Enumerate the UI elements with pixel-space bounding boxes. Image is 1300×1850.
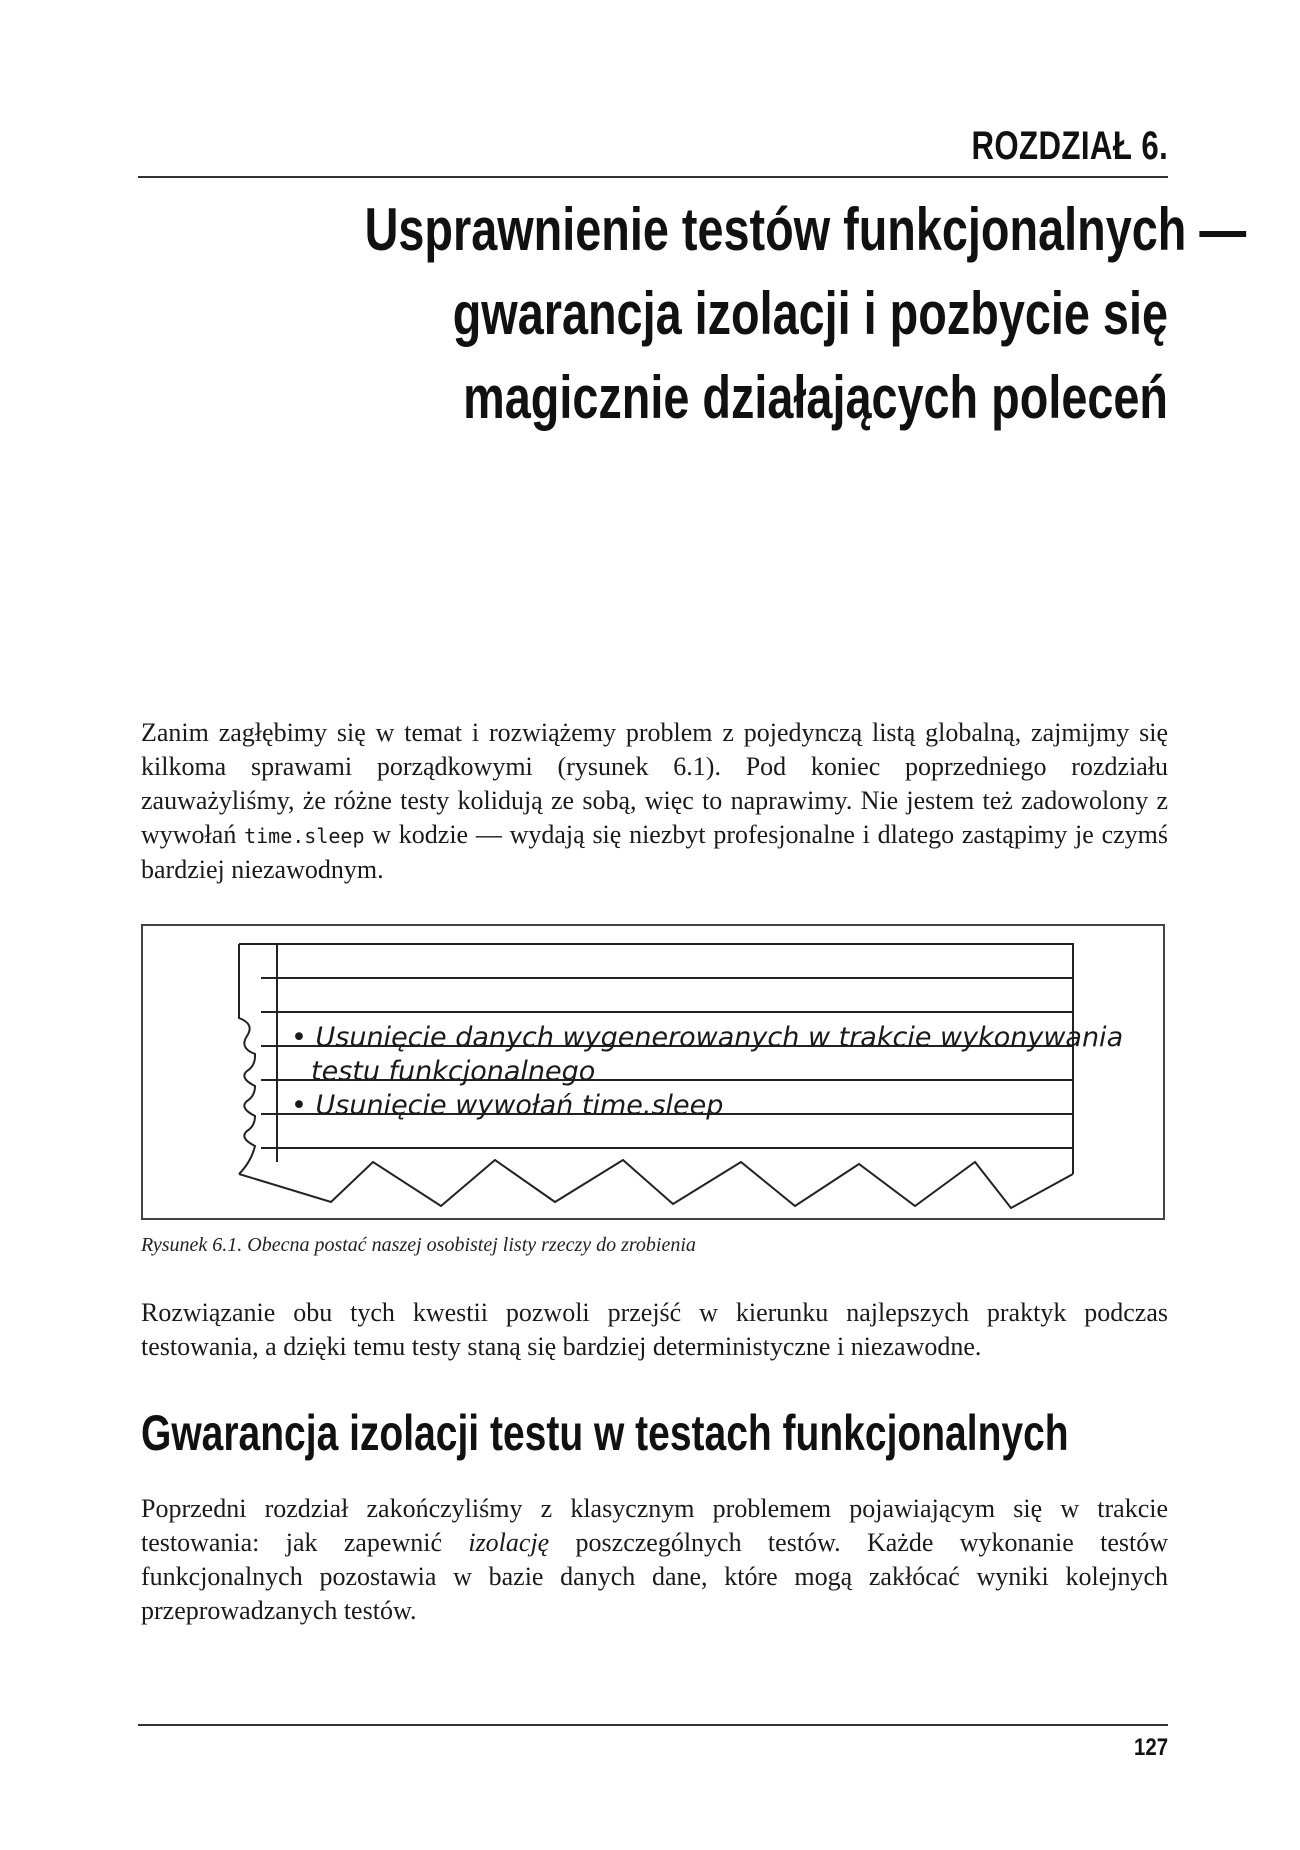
- emphasis-isolation: izolację: [468, 1528, 550, 1557]
- chapter-title-line-1: Usprawnienie testów funkcjonalnych —: [364, 196, 1247, 263]
- intro-paragraph: [141, 716, 1168, 887]
- footer-rule: [138, 1724, 1168, 1726]
- figure-6-1: [141, 924, 1165, 1220]
- intro-text-2: w kodzie — wydają się niezbyt profesjonalne i dlatego zastąpimy je czymś bardziej niezawodnym.: [141, 820, 1168, 884]
- chapter-title-line-2: gwarancja izolacji i pozbycie się: [452, 280, 1168, 347]
- todo-item-1: • Usunięcie danych wygenerowanych w trakcie wykonywania: [291, 1022, 1124, 1053]
- section-text-2: poszczególnych testów. Każde wykonanie testów funkcjonalnych pozostawia w bazie danych dane, które mogą zakłócać wyniki kolejnych przeprowadzanych testów.: [141, 1528, 1168, 1625]
- section-text-1: Poprzedni rozdział zakończyliśmy z klasycznym problemem pojawiającym się w trakcie testowania: jak zapewnić: [141, 1494, 1168, 1557]
- chapter-label: ROZDZIAŁ 6.: [971, 124, 1168, 168]
- torn-edge: [239, 1160, 1073, 1208]
- figure-caption: Rysunek 6.1. Obecna postać naszej osobistej listy rzeczy do zrobienia: [141, 1234, 696, 1256]
- section-paragraph: [141, 1492, 1168, 1628]
- todo-item-1-cont: testu funkcjonalnego: [311, 1056, 596, 1087]
- chapter-title: [138, 188, 1247, 440]
- chapter-title-line-3: magicznie działających poleceń: [463, 364, 1169, 431]
- todo-list-illustration: [143, 926, 1163, 1218]
- page-number: 127: [1133, 1734, 1168, 1761]
- section-heading: Gwarancja izolacji testu w testach funkcjonalnych: [141, 1405, 1069, 1461]
- paragraph-2: Rozwiązanie obu tych kwestii pozwoli przejść w kierunku najlepszych praktyk podczas testowania, a dzięki temu testy staną się bardziej deterministyczne i niezawodne.: [141, 1298, 1168, 1361]
- inline-code: time.sleep: [244, 824, 365, 848]
- todo-item-2: • Usunięcie wywołań time.sleep: [291, 1090, 724, 1121]
- chapter-rule: [138, 176, 1168, 178]
- intro-text-1: Zanim zagłębimy się w temat i rozwiążemy problem z pojedynczą listą globalną, zajmijmy się kilkoma sprawami porządkowymi (rysunek 6.1). Pod koniec poprzedniego rozdziału zauważyliśmy, że różne testy kolidują ze sobą, więc to naprawimy. Nie jestem też zadowolony z wywołań: [141, 718, 1168, 849]
- spiral-edge: [239, 944, 255, 1174]
